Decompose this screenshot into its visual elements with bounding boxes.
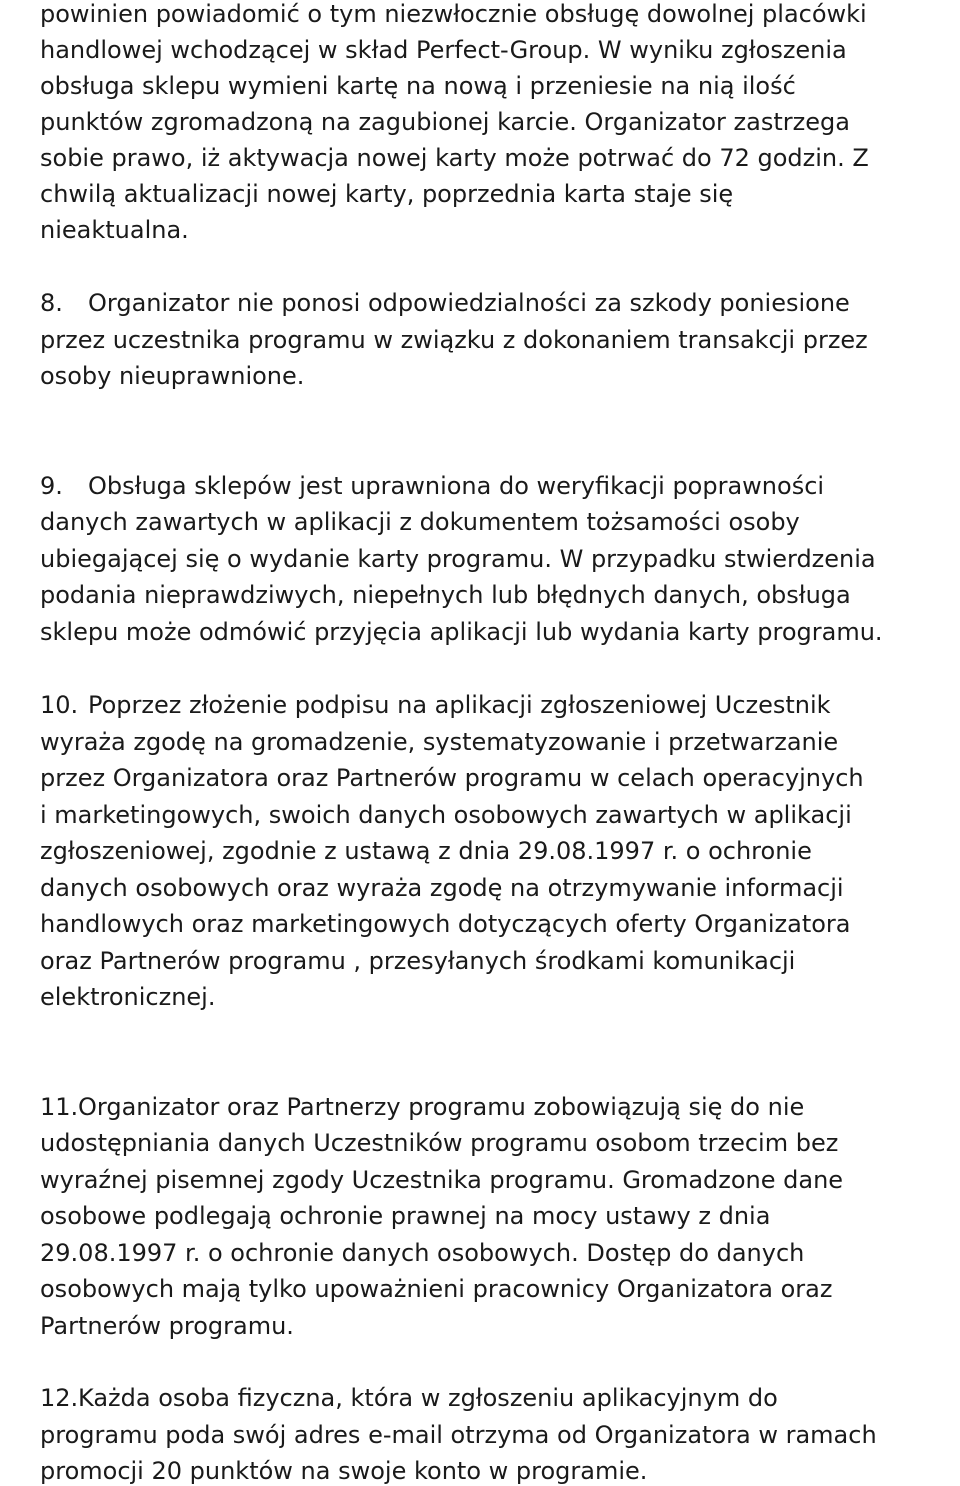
text-line: wyraźnej pisemnej zgody Uczestnika programu. Gromadzone dane	[40, 1166, 844, 1194]
text-line: punktów zgromadzoną na zagubionej karcie. Organizator zastrzega	[40, 108, 850, 136]
item-first-line: Każda osoba fizyczna, która w zgłoszeniu aplikacyjnym do	[78, 1384, 778, 1412]
item-first-line: Poprzez złożenie podpisu na aplikacji zgłoszeniowej Uczestnik	[88, 691, 831, 719]
item-first-line: Organizator oraz Partnerzy programu zobowiązują się do nie	[78, 1093, 805, 1121]
text-line: handlowej wchodzącej w skład Perfect-Group. W wyniku zgłoszenia	[40, 36, 847, 64]
item-number: 10.	[40, 691, 79, 719]
item-first-line: Organizator nie ponosi odpowiedzialności za szkody poniesione	[88, 289, 850, 317]
text-line: ubiegającej się o wydanie karty programu. W przypadku stwierdzenia	[40, 545, 876, 573]
text-line: oraz Partnerów programu , przesyłanych środkami komunikacji	[40, 947, 796, 975]
text-line: programu poda swój adres e-mail otrzyma od Organizatora w ramach	[40, 1421, 877, 1449]
text-line: osoby nieuprawnione.	[40, 362, 305, 390]
text-line: udostępniania danych Uczestników programu osobom trzecim bez	[40, 1129, 839, 1157]
text-line: nieaktualna.	[40, 216, 189, 244]
text-line: osobowe podlegają ochronie prawnej na mocy ustawy z dnia	[40, 1202, 771, 1230]
text-line: promocji 20 punktów na swoje konto w programie.	[40, 1457, 648, 1485]
text-line: elektronicznej.	[40, 983, 216, 1011]
text-line: przez uczestnika programu w związku z dokonaniem transakcji przez	[40, 326, 868, 354]
text-line: podania nieprawdziwych, niepełnych lub błędnych danych, obsługa	[40, 581, 851, 609]
text-line: obsługa sklepu wymieni kartę na nową i przeniesie na nią ilość	[40, 72, 796, 100]
text-line: chwilą aktualizacji nowej karty, poprzednia karta staje się	[40, 180, 734, 208]
text-line: przez Organizatora oraz Partnerów programu w celach operacyjnych	[40, 764, 864, 792]
item-number: 12.	[40, 1384, 79, 1412]
text-line: sklepu może odmówić przyjęcia aplikacji lub wydania karty programu.	[40, 618, 883, 646]
item-number: 9.	[40, 472, 63, 500]
item-number: 8.	[40, 289, 63, 317]
item-first-line: Obsługa sklepów jest uprawniona do weryfikacji poprawności	[88, 472, 825, 500]
text-line: danych osobowych oraz wyraża zgodę na otrzymywanie informacji	[40, 874, 844, 902]
text-line: Partnerów programu.	[40, 1312, 294, 1340]
text-line: handlowych oraz marketingowych dotyczących oferty Organizatora	[40, 910, 851, 938]
text-line: 29.08.1997 r. o ochronie danych osobowych. Dostęp do danych	[40, 1239, 805, 1267]
text-line: i marketingowych, swoich danych osobowych zawartych w aplikacji	[40, 801, 852, 829]
text-line: zgłoszeniowej, zgodnie z ustawą z dnia 29.08.1997 r. o ochronie	[40, 837, 812, 865]
text-line: sobie prawo, iż aktywacja nowej karty może potrwać do 72 godzin. Z	[40, 144, 869, 172]
text-line: powinien powiadomić o tym niezwłocznie obsługę dowolnej placówki	[40, 0, 867, 28]
item-number: 11.	[40, 1093, 79, 1121]
text-line: osobowych mają tylko upoważnieni pracownicy Organizatora oraz	[40, 1275, 833, 1303]
text-line: wyraża zgodę na gromadzenie, systematyzowanie i przetwarzanie	[40, 728, 839, 756]
text-line: danych zawartych w aplikacji z dokumentem tożsamości osoby	[40, 508, 800, 536]
